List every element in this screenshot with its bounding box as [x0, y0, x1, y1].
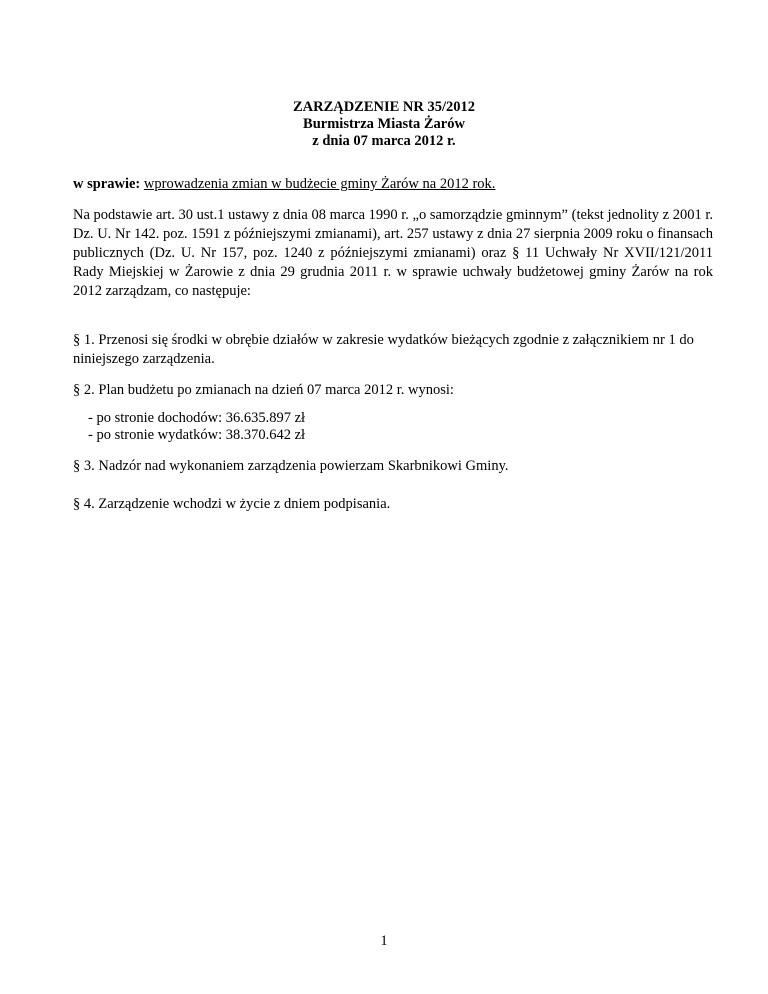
subject-label: w sprawie: — [73, 176, 141, 192]
page-number: 1 — [380, 933, 388, 949]
document-title: ZARZĄDZENIE NR 35/2012 — [292, 99, 476, 115]
paragraph-2: § 2. Plan budżetu po zmianach na dzień 07 marca 2012 r. wynosi: — [73, 382, 454, 398]
document-issuer: Burmistrza Miasta Żarów — [303, 116, 465, 132]
subject-topic: wprowadzenia zmian w budżecie gminy Żarów na 2012 rok. — [143, 176, 496, 192]
subject-line — [73, 176, 713, 193]
legal-basis-paragraph: Na podstawie art. 30 ust.1 ustawy z dnia 08 marca 1990 r. „o samorządzie gminnym” (tekst jednolity z 2001 r. Dz. U. Nr 142. poz. 1591 z późniejszymi zmianami), art. 257 ustawy z dnia 27 sierpnia 2009 roku o finansach publicznych (Dz. U. Nr 157, poz. 1240 z późniejszymi zmianami) oraz § 11 Uchwały Nr XVII/121/2011 Rady Miejskiej w Żarowie z dnia 29 grudnia 2011 r. w sprawie uchwały budżetowej gminy Żarów na rok 2012 zarządzam, co następuje: — [73, 207, 713, 299]
document-date: z dnia 07 marca 2012 r. — [312, 133, 456, 149]
paragraph-1: § 1. Przenosi się środki w obrębie działów w zakresie wydatków bieżących zgodnie z załącznikiem nr 1 do niniejszego zarządzenia. — [73, 332, 694, 367]
budget-item-income: - po stronie dochodów: 36.635.897 zł — [88, 410, 306, 426]
paragraph-4: § 4. Zarządzenie wchodzi w życie z dniem podpisania. — [73, 496, 391, 512]
document-header — [0, 99, 768, 150]
budget-list — [88, 410, 688, 444]
budget-item-expenses: - po stronie wydatków: 38.370.642 zł — [88, 427, 306, 443]
paragraph-3: § 3. Nadzór nad wykonaniem zarządzenia powierzam Skarbnikowi Gminy. — [73, 458, 509, 474]
